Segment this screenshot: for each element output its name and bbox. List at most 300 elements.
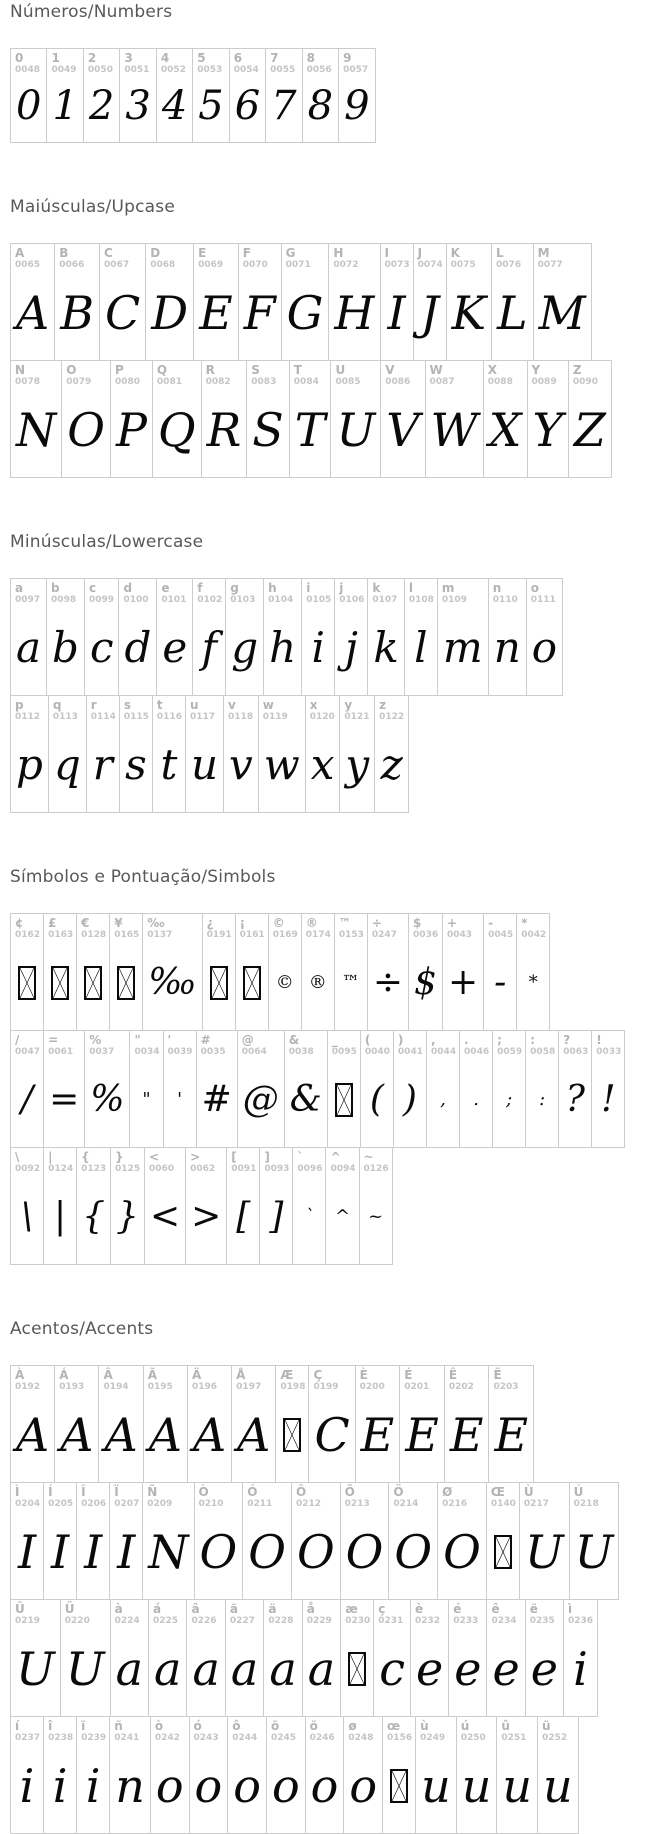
font-glyph: w xyxy=(263,739,300,789)
unicode-code: 0099 xyxy=(88,595,114,605)
unicode-code: 0055 xyxy=(270,65,296,75)
missing-glyph-box-icon xyxy=(210,966,228,1000)
reference-char: F xyxy=(242,246,251,260)
reference-char: f xyxy=(197,581,203,595)
font-glyph: @ xyxy=(242,1078,279,1120)
font-glyph: A xyxy=(192,1407,227,1462)
reference-char: ó xyxy=(193,1719,202,1733)
cell-label xyxy=(487,1483,519,1510)
unicode-code: 0068 xyxy=(150,260,176,270)
unicode-code: 0247 xyxy=(371,930,397,940)
cell-label xyxy=(520,1483,569,1510)
cell-label xyxy=(151,1717,189,1744)
glyph-row xyxy=(10,913,550,1031)
reference-char: 4 xyxy=(160,51,170,65)
glyph-cell-0109 xyxy=(438,579,489,695)
cell-label xyxy=(492,244,533,271)
unicode-code: 0246 xyxy=(309,1733,335,1743)
cell-label xyxy=(11,1366,54,1393)
cell-label xyxy=(341,1600,373,1627)
cell-label xyxy=(426,361,483,388)
reference-char: € xyxy=(81,916,90,930)
font-glyph: t xyxy=(160,739,178,789)
font-glyph: z xyxy=(380,739,403,789)
font-glyph: 1 xyxy=(52,83,78,129)
unicode-code: 0088 xyxy=(487,377,513,387)
unicode-code: 0116 xyxy=(156,712,182,722)
glyph-cell-0212 xyxy=(292,1483,341,1599)
unicode-code: 0230 xyxy=(345,1616,371,1626)
font-glyph: i xyxy=(311,622,325,672)
font-glyph: O xyxy=(394,1524,433,1579)
reference-char: ø xyxy=(348,1719,357,1733)
reference-char: M xyxy=(537,246,550,260)
glyph-cell-0089 xyxy=(528,361,569,477)
reference-char: ù xyxy=(420,1719,429,1733)
reference-char: N xyxy=(15,363,26,377)
font-glyph-missing xyxy=(487,1510,519,1599)
glyph-cell-0217 xyxy=(520,1483,570,1599)
font-glyph-missing xyxy=(44,941,76,1030)
glyph-cell-0196 xyxy=(188,1366,232,1482)
font-glyph: a xyxy=(307,1641,336,1696)
glyph-cell-0052 xyxy=(157,49,193,142)
font-glyph: B xyxy=(60,285,95,340)
unicode-code: 0241 xyxy=(114,1733,140,1743)
unicode-code: 0123 xyxy=(81,1164,107,1174)
unicode-code: 0103 xyxy=(230,595,256,605)
font-glyph-missing xyxy=(77,941,109,1030)
font-glyph: u xyxy=(421,1758,451,1813)
cell-label xyxy=(517,914,549,941)
reference-char: Á xyxy=(59,1368,69,1382)
unicode-code: 0245 xyxy=(270,1733,296,1743)
unicode-code: 0198 xyxy=(280,1382,306,1392)
cell-label xyxy=(328,1031,360,1058)
unicode-code: 0220 xyxy=(64,1616,90,1626)
font-glyph: ( xyxy=(369,1078,384,1120)
reference-char: " xyxy=(134,1033,141,1047)
font-glyph: F xyxy=(243,285,276,340)
reference-char: ç xyxy=(378,1602,386,1616)
glyph-cell-0211 xyxy=(243,1483,292,1599)
font-glyph: m xyxy=(442,622,483,672)
glyph-cell-0098 xyxy=(47,579,85,695)
cell-label xyxy=(11,696,48,723)
font-glyph: 5 xyxy=(198,83,224,129)
unicode-code: 0072 xyxy=(333,260,359,270)
unicode-code: 0235 xyxy=(529,1616,555,1626)
reference-char: ï xyxy=(81,1719,86,1733)
font-glyph: a xyxy=(230,1641,259,1696)
cell-label xyxy=(276,1366,308,1393)
font-glyph: J xyxy=(420,285,439,340)
reference-char: ) xyxy=(397,1033,404,1047)
reference-char: | xyxy=(48,1150,53,1164)
reference-char: p xyxy=(15,698,24,712)
unicode-code: 0111 xyxy=(530,595,556,605)
glyph-cell-0063 xyxy=(559,1031,592,1147)
cell-label xyxy=(193,49,228,76)
cell-label xyxy=(227,1148,259,1175)
font-glyph: X xyxy=(488,402,522,457)
cell-label xyxy=(153,361,201,388)
cell-label xyxy=(77,914,109,941)
glyph-cell-0064 xyxy=(238,1031,285,1147)
font-glyph: 2 xyxy=(88,83,115,129)
reference-char: v xyxy=(228,698,236,712)
cell-label xyxy=(224,696,258,723)
reference-char: - xyxy=(488,916,494,930)
reference-char: R xyxy=(205,363,215,377)
glyph-cell-0238 xyxy=(44,1717,77,1833)
font-glyph: ‰ xyxy=(148,961,197,1003)
cell-label xyxy=(368,914,408,941)
reference-char: ã xyxy=(229,1602,238,1616)
cell-label xyxy=(282,244,329,271)
reference-char: B xyxy=(59,246,69,260)
cell-label xyxy=(11,1483,43,1510)
unicode-code: 0140 xyxy=(490,1499,516,1509)
reference-char: à xyxy=(114,1602,123,1616)
unicode-code: 0206 xyxy=(81,1499,107,1509)
glyph-cell-0224 xyxy=(111,1600,149,1716)
reference-char: } xyxy=(115,1150,124,1164)
unicode-code: 0125 xyxy=(115,1164,141,1174)
font-glyph: e xyxy=(492,1641,520,1696)
font-glyph: E xyxy=(494,1407,529,1462)
font-glyph: 4 xyxy=(161,83,188,129)
font-glyph: & xyxy=(289,1078,322,1120)
reference-char: Y xyxy=(531,363,541,377)
reference-char: ' xyxy=(167,1033,172,1047)
unicode-code: 0033 xyxy=(596,1047,622,1057)
cell-label xyxy=(11,244,54,271)
font-glyph: ~ xyxy=(368,1205,384,1227)
unicode-code: 0104 xyxy=(268,595,294,605)
unicode-code: 0101 xyxy=(161,595,187,605)
glyph-cell-0053 xyxy=(193,49,229,142)
glyph-cell-0046 xyxy=(460,1031,493,1147)
unicode-code: 0059 xyxy=(497,1047,523,1057)
glyph-cell-0120 xyxy=(306,696,341,812)
font-glyph: p xyxy=(16,739,43,789)
reference-char: 1 xyxy=(51,51,60,65)
glyph-cell-0239 xyxy=(77,1717,110,1833)
reference-char: Ñ xyxy=(147,1485,158,1499)
font-glyph: ` xyxy=(304,1205,314,1227)
glyph-cell-0235 xyxy=(526,1600,564,1716)
font-glyph: c xyxy=(89,622,114,672)
unicode-code: 0080 xyxy=(114,377,141,387)
glyph-cell-0066 xyxy=(55,244,100,360)
unicode-code: 0232 xyxy=(415,1616,441,1626)
unicode-code: 0058 xyxy=(530,1047,556,1057)
glyph-cell-0174 xyxy=(302,914,335,1030)
glyph-cell-0191 xyxy=(203,914,236,1030)
cell-label xyxy=(489,579,526,606)
unicode-code: 0226 xyxy=(191,1616,217,1626)
glyph-cell-0097 xyxy=(11,579,47,695)
glyph-cell-0107 xyxy=(368,579,404,695)
glyph-cell-0193 xyxy=(55,1366,99,1482)
glyph-cell-0036 xyxy=(409,914,443,1030)
glyph-cell-0163 xyxy=(44,914,77,1030)
reference-char: : xyxy=(530,1033,535,1047)
cell-label xyxy=(119,579,156,606)
cell-label xyxy=(360,1148,392,1175)
unicode-code: 0234 xyxy=(491,1616,517,1626)
glyph-cell-0095 xyxy=(328,1031,361,1147)
unicode-code: 0209 xyxy=(147,1499,173,1509)
font-glyph: ] xyxy=(269,1195,284,1237)
reference-char: i xyxy=(306,581,311,595)
font-glyph: f xyxy=(201,622,218,672)
font-glyph: 6 xyxy=(234,83,261,129)
glyph-cell-0140 xyxy=(487,1483,520,1599)
cell-label xyxy=(194,244,238,271)
glyph-cell-0244 xyxy=(228,1717,267,1833)
glyph-cell-0087 xyxy=(426,361,484,477)
glyph-row xyxy=(10,1482,619,1600)
unicode-code: 0105 xyxy=(306,595,332,605)
reference-char: Å xyxy=(236,1368,246,1382)
font-glyph: $ xyxy=(414,961,437,1003)
cell-label xyxy=(489,1366,533,1393)
glyph-cell-0210 xyxy=(195,1483,244,1599)
reference-char: / xyxy=(15,1033,20,1047)
glyph-cell-0199 xyxy=(309,1366,355,1482)
font-glyph: A xyxy=(60,1407,94,1462)
glyph-cell-0039 xyxy=(164,1031,197,1147)
cell-label xyxy=(247,361,289,388)
glyph-cell-0096 xyxy=(293,1148,326,1264)
unicode-code: 0034 xyxy=(134,1047,160,1057)
reference-char: e xyxy=(161,581,170,595)
font-glyph-missing xyxy=(383,1744,415,1833)
reference-char: V xyxy=(385,363,395,377)
glyph-cell-0121 xyxy=(340,696,375,812)
unicode-code: 0248 xyxy=(348,1733,374,1743)
font-glyph: 8 xyxy=(307,83,334,129)
glyph-cell-0057 xyxy=(339,49,374,142)
cell-label xyxy=(374,1600,410,1627)
glyph-cell-0043 xyxy=(443,914,484,1030)
unicode-code: 0046 xyxy=(464,1047,490,1057)
cell-label xyxy=(383,1717,415,1744)
reference-char: ™ xyxy=(338,916,351,930)
cell-label xyxy=(416,1717,456,1744)
cell-label xyxy=(120,49,155,76)
cell-label xyxy=(260,1148,292,1175)
glyph-cell-0077 xyxy=(534,244,591,360)
font-glyph: A xyxy=(16,285,50,340)
glyph-cell-0246 xyxy=(306,1717,345,1833)
cell-label xyxy=(493,1031,525,1058)
reference-char: Ç xyxy=(313,1368,323,1382)
unicode-code: 0074 xyxy=(417,260,443,270)
unicode-code: 0053 xyxy=(197,65,223,75)
unicode-code: 0071 xyxy=(285,260,311,270)
glyph-cell-0061 xyxy=(44,1031,85,1147)
glyph-cell-0079 xyxy=(62,361,111,477)
cell-label xyxy=(361,1031,393,1058)
cell-label xyxy=(145,1148,185,1175)
glyph-cell-0204 xyxy=(11,1483,44,1599)
unicode-code: 0070 xyxy=(242,260,268,270)
font-glyph: o xyxy=(233,1758,261,1813)
font-glyph: a xyxy=(269,1641,297,1696)
font-glyph: } xyxy=(116,1195,139,1237)
cell-label xyxy=(564,1600,597,1627)
unicode-code: 0041 xyxy=(397,1047,423,1057)
unicode-code: 0079 xyxy=(66,377,92,387)
cell-label xyxy=(302,914,334,941)
reference-char: P xyxy=(114,363,124,377)
reference-char: # xyxy=(200,1033,211,1047)
glyph-cell-0055 xyxy=(266,49,302,142)
cell-label xyxy=(243,1483,291,1510)
glyph-cell-0069 xyxy=(194,244,239,360)
reference-char: l xyxy=(408,581,413,595)
reference-char: Û xyxy=(15,1602,25,1616)
font-glyph: ? xyxy=(565,1078,585,1120)
cell-label xyxy=(527,579,562,606)
glyph-cell-0103 xyxy=(226,579,264,695)
font-glyph: c xyxy=(379,1641,406,1696)
reference-char: Ï xyxy=(114,1485,119,1499)
glyph-cell-0241 xyxy=(110,1717,151,1833)
glyph-cell-0075 xyxy=(447,244,492,360)
font-glyph: o xyxy=(194,1758,223,1813)
font-glyph: d xyxy=(124,622,152,672)
unicode-code: 0252 xyxy=(542,1733,568,1743)
reference-char: Ì xyxy=(15,1485,20,1499)
font-glyph: I xyxy=(84,1524,103,1579)
reference-char: 9 xyxy=(343,51,352,65)
cell-label xyxy=(44,1148,76,1175)
glyph-row xyxy=(10,48,376,143)
glyph-cell-0242 xyxy=(151,1717,190,1833)
glyph-cell-0093 xyxy=(260,1148,293,1264)
cell-label xyxy=(538,1717,578,1744)
font-glyph: % xyxy=(90,1078,125,1120)
font-glyph: H xyxy=(334,285,375,340)
font-glyph: Q xyxy=(157,402,196,457)
unicode-code: 0207 xyxy=(114,1499,140,1509)
cell-label xyxy=(447,244,491,271)
reference-char: n xyxy=(492,581,502,595)
reference-char: U xyxy=(335,363,346,377)
glyph-cell-0084 xyxy=(290,361,332,477)
reference-char: É xyxy=(404,1368,413,1382)
section-title: Maiúsculas/Upcase xyxy=(10,197,175,217)
reference-char: , xyxy=(430,1033,436,1047)
unicode-code: 0086 xyxy=(385,377,411,387)
cell-label xyxy=(110,914,142,941)
font-glyph: O xyxy=(199,1524,238,1579)
reference-char: w xyxy=(262,698,274,712)
glyph-cell-0126 xyxy=(360,1148,392,1264)
reference-char: Ù xyxy=(523,1485,534,1499)
glyph-cell-0237 xyxy=(11,1717,44,1833)
glyph-cell-0197 xyxy=(232,1366,276,1482)
cell-label xyxy=(264,1600,301,1627)
glyph-cell-0033 xyxy=(592,1031,624,1147)
unicode-code: 0097 xyxy=(15,595,41,605)
reference-char: > xyxy=(190,1150,201,1164)
glyph-cell-0213 xyxy=(341,1483,390,1599)
cell-label xyxy=(267,1717,305,1744)
font-glyph: a xyxy=(154,1641,182,1696)
reference-char: ] xyxy=(264,1150,270,1164)
glyph-cell-0156 xyxy=(383,1717,416,1833)
unicode-code: 0193 xyxy=(59,1382,85,1392)
glyph-cell-0042 xyxy=(517,914,549,1030)
reference-char: u xyxy=(189,698,199,712)
glyph-cell-0049 xyxy=(47,49,83,142)
cell-label xyxy=(445,1366,489,1393)
cell-label xyxy=(157,579,192,606)
font-glyph: ™ xyxy=(341,971,360,993)
font-glyph: o xyxy=(155,1758,184,1813)
reference-char: b xyxy=(51,581,60,595)
glyph-cell-0161 xyxy=(236,914,269,1030)
cell-label xyxy=(394,1031,426,1058)
unicode-code: 0076 xyxy=(496,260,522,270)
reference-char: ¡ xyxy=(239,916,246,930)
missing-glyph-box-icon xyxy=(117,966,135,1000)
reference-char: õ xyxy=(270,1719,280,1733)
font-glyph: u xyxy=(461,1758,492,1813)
cell-label xyxy=(526,1600,563,1627)
reference-char: Ë xyxy=(493,1368,502,1382)
glyph-cell-0128 xyxy=(77,914,110,1030)
reference-char: S xyxy=(251,363,260,377)
unicode-code: 0069 xyxy=(198,260,224,270)
font-glyph: I xyxy=(117,1524,136,1579)
glyph-cell-0233 xyxy=(449,1600,487,1716)
font-glyph: I xyxy=(51,1524,70,1579)
glyph-cell-0100 xyxy=(119,579,157,695)
cell-label xyxy=(186,696,223,723)
reference-char: c xyxy=(88,581,97,595)
glyph-row xyxy=(10,1365,534,1483)
glyph-cell-0115 xyxy=(120,696,153,812)
font-glyph: e xyxy=(454,1641,482,1696)
reference-char: s xyxy=(123,698,131,712)
glyph-cell-0123 xyxy=(77,1148,111,1264)
glyph-cell-0086 xyxy=(381,361,425,477)
font-glyph: A xyxy=(148,1407,182,1462)
unicode-code: 0153 xyxy=(338,930,364,940)
cell-label xyxy=(341,1483,389,1510)
cell-label xyxy=(389,1483,437,1510)
unicode-code: 0049 xyxy=(51,65,77,75)
reference-char: L xyxy=(496,246,504,260)
glyph-row xyxy=(10,1716,579,1834)
glyph-cell-0047 xyxy=(11,1031,44,1147)
glyph-cell-0206 xyxy=(77,1483,110,1599)
glyph-cell-0195 xyxy=(144,1366,188,1482)
cell-label xyxy=(375,696,408,723)
unicode-code: 0238 xyxy=(48,1733,74,1743)
cell-label xyxy=(44,914,76,941)
font-glyph: T xyxy=(294,402,326,457)
cell-label xyxy=(303,49,338,76)
glyph-cell-0225 xyxy=(149,1600,187,1716)
reference-char: $ xyxy=(413,916,422,930)
